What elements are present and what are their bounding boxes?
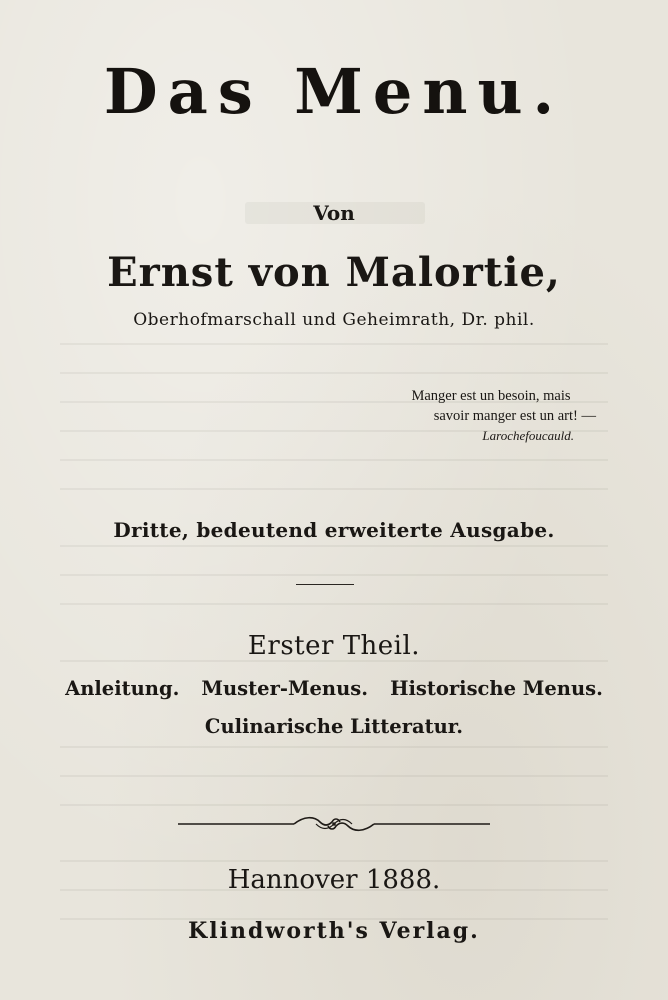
author-title: Oberhofmarschall und Geheimrath, Dr. phil. xyxy=(133,310,535,330)
show-through-line xyxy=(60,459,608,461)
epigraph xyxy=(370,386,596,446)
show-through-line xyxy=(60,603,608,605)
divider-rule xyxy=(296,584,354,585)
publisher: Klindworth's Verlag. xyxy=(188,918,480,944)
show-through-line xyxy=(60,372,608,374)
show-through-line xyxy=(60,545,608,547)
epigraph-line-2: savoir manger est un art! — xyxy=(433,408,596,424)
show-through-line xyxy=(60,488,608,490)
book-title: Das Menu. xyxy=(103,55,565,128)
show-through-line xyxy=(60,775,608,777)
edition-statement: Dritte, bedeutend erweiterte Ausgabe. xyxy=(113,518,555,542)
contents-item: Muster-Menus. xyxy=(201,677,369,700)
show-through-line xyxy=(60,574,608,576)
contents-item: Historische Menus. xyxy=(390,677,603,700)
show-through-line xyxy=(60,343,608,345)
contents-line-2: Culinarische Litteratur. xyxy=(204,715,464,738)
contents-item: Anleitung. xyxy=(65,677,180,700)
epigraph-attribution: Larochefoucauld. xyxy=(482,428,574,443)
epigraph-line-1: Manger est un besoin, mais xyxy=(411,388,571,404)
author-name: Ernst von Malortie, xyxy=(107,249,561,296)
ornamental-divider-icon xyxy=(176,812,492,836)
place-and-year: Hannover 1888. xyxy=(227,865,441,895)
part-title: Erster Theil. xyxy=(247,631,421,661)
by-line: Von xyxy=(313,201,355,225)
contents-line-1 xyxy=(0,674,668,704)
show-through-line xyxy=(60,804,608,806)
show-through-line xyxy=(60,746,608,748)
